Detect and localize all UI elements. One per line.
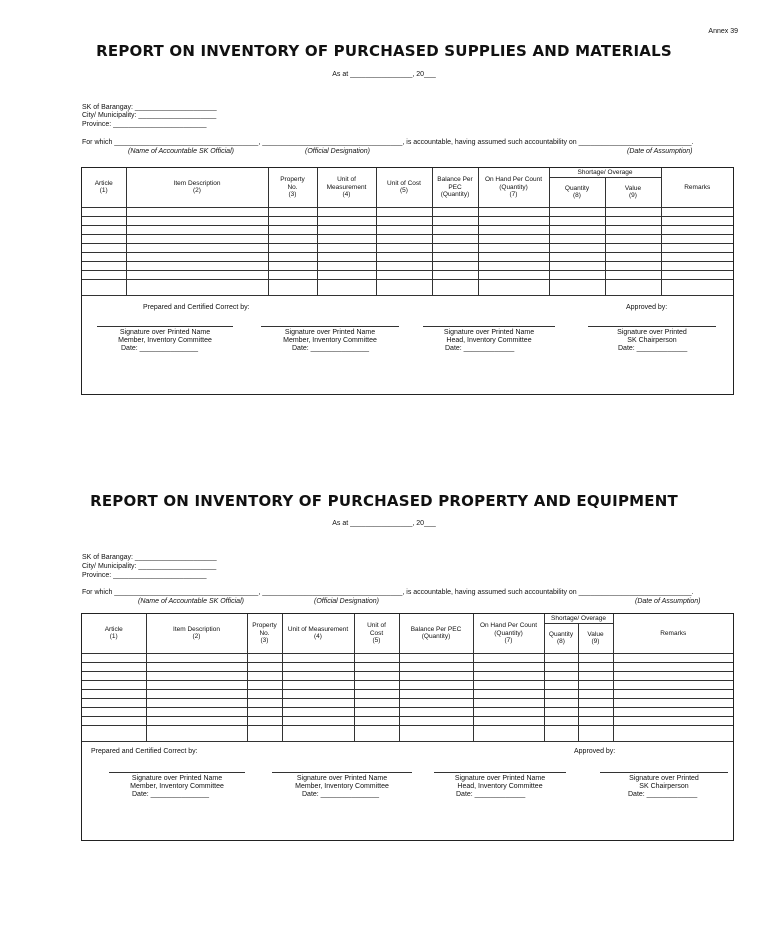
table-row[interactable] [82,252,733,261]
designation-caption: (Official Designation) [314,598,379,605]
approved-by-label: Approved by: [574,748,616,755]
inventory-table [82,168,733,296]
table-row[interactable] [82,225,733,234]
accountability-statement[interactable]: For which _____________________________________, ____________________________________, is accountable, having assumed such accountability on _____________________________. [82,589,694,596]
name-official-caption: (Name of Accountable SK Official) [128,148,234,155]
signature-block-head[interactable]: Signature over Printed Name Head, Inventory Committee Date: _____________ [423,326,555,353]
report-title: REPORT ON INVENTORY OF PURCHASED SUPPLIES AND MATERIALS [96,42,672,60]
signature-block-member-1[interactable]: Signature over Printed Name Member, Inventory Committee Date: _______________ [109,772,245,799]
col-header-remarks: Remarks [661,168,733,207]
signature-block-member-2[interactable]: Signature over Printed Name Member, Inventory Committee Date: _______________ [272,772,412,799]
col-header-balance-pec: Balance Per PEC (Quantity) [432,168,478,207]
inventory-table [82,614,733,742]
table-row[interactable] [82,662,733,671]
col-header-value: Value (9) [578,623,613,653]
table-row[interactable] [82,279,733,295]
name-official-caption: (Name of Accountable SK Official) [138,598,244,605]
signature-block-chairperson[interactable]: Signature over Printed SK Chairperson Date: _____________ [588,326,716,353]
table-row[interactable] [82,270,733,279]
report-title: REPORT ON INVENTORY OF PURCHASED PROPERTY AND EQUIPMENT [90,492,678,510]
col-header-remarks: Remarks [613,614,733,653]
signature-block-member-1[interactable]: Signature over Printed Name Member, Inventory Committee Date: _______________ [97,326,233,353]
date-assumption-caption: (Date of Assumption) [627,148,693,155]
table-row[interactable] [82,716,733,725]
col-header-item-description: Item Description (2) [126,168,268,207]
barangay-field[interactable]: SK of Barangay: _____________________ [82,554,217,561]
table-row[interactable] [82,234,733,243]
province-field[interactable]: Province: ________________________ [82,121,207,128]
table-row[interactable] [82,243,733,252]
col-header-unit-cost: Unit of Cost (5) [376,168,432,207]
col-header-unit-measurement: Unit of Measurement (4) [317,168,376,207]
prepared-by-label: Prepared and Certified Correct by: [143,304,250,311]
table-row[interactable] [82,680,733,689]
city-field[interactable]: City/ Municipality: ____________________ [82,112,217,119]
approved-by-label: Approved by: [626,304,668,311]
col-header-article: Article (1) [82,168,126,207]
inventory-form-frame [81,613,734,841]
table-row[interactable] [82,671,733,680]
col-header-unit-cost: Unit of Cost (5) [354,614,399,653]
as-at-line: As at ________________, 20___ [332,520,436,527]
col-header-shortage-overage: Shortage/ Overage [549,168,661,177]
col-header-balance-pec: Balance Per PEC (Quantity) [399,614,473,653]
table-row[interactable] [82,216,733,225]
table-row[interactable] [82,725,733,741]
col-header-quantity: Quantity (8) [549,177,605,207]
col-header-quantity: Quantity (8) [544,623,578,653]
signature-block-member-2[interactable]: Signature over Printed Name Member, Inventory Committee Date: _______________ [261,326,399,353]
col-header-shortage-overage: Shortage/ Overage [544,614,613,623]
province-field[interactable]: Province: ________________________ [82,572,207,579]
table-row[interactable] [82,653,733,662]
col-header-item-description: Item Description (2) [146,614,247,653]
date-assumption-caption: (Date of Assumption) [635,598,701,605]
signature-block-chairperson[interactable]: Signature over Printed SK Chairperson Date: _____________ [600,772,728,799]
designation-caption: (Official Designation) [305,148,370,155]
col-header-unit-measurement: Unit of Measurement (4) [282,614,354,653]
col-header-on-hand: On Hand Per Count (Quantity) (7) [473,614,544,653]
accountability-statement[interactable]: For which _____________________________________, ____________________________________, is accountable, having assumed such accountability on _____________________________. [82,139,694,146]
as-at-line: As at ________________, 20___ [332,71,436,78]
table-row[interactable] [82,207,733,216]
table-row[interactable] [82,707,733,716]
annex-label: Annex 39 [708,28,738,35]
col-header-property-no: Property No. (3) [247,614,282,653]
city-field[interactable]: City/ Municipality: ____________________ [82,563,217,570]
signature-block-head[interactable]: Signature over Printed Name Head, Inventory Committee Date: _____________ [434,772,566,799]
col-header-property-no: Property No. (3) [268,168,317,207]
prepared-by-label: Prepared and Certified Correct by: [91,748,198,755]
inventory-form-frame [81,167,734,395]
barangay-field[interactable]: SK of Barangay: _____________________ [82,104,217,111]
col-header-on-hand: On Hand Per Count (Quantity) (7) [478,168,549,207]
col-header-article: Article (1) [82,614,146,653]
table-row[interactable] [82,261,733,270]
table-row[interactable] [82,698,733,707]
table-row[interactable] [82,689,733,698]
col-header-value: Value (9) [605,177,661,207]
